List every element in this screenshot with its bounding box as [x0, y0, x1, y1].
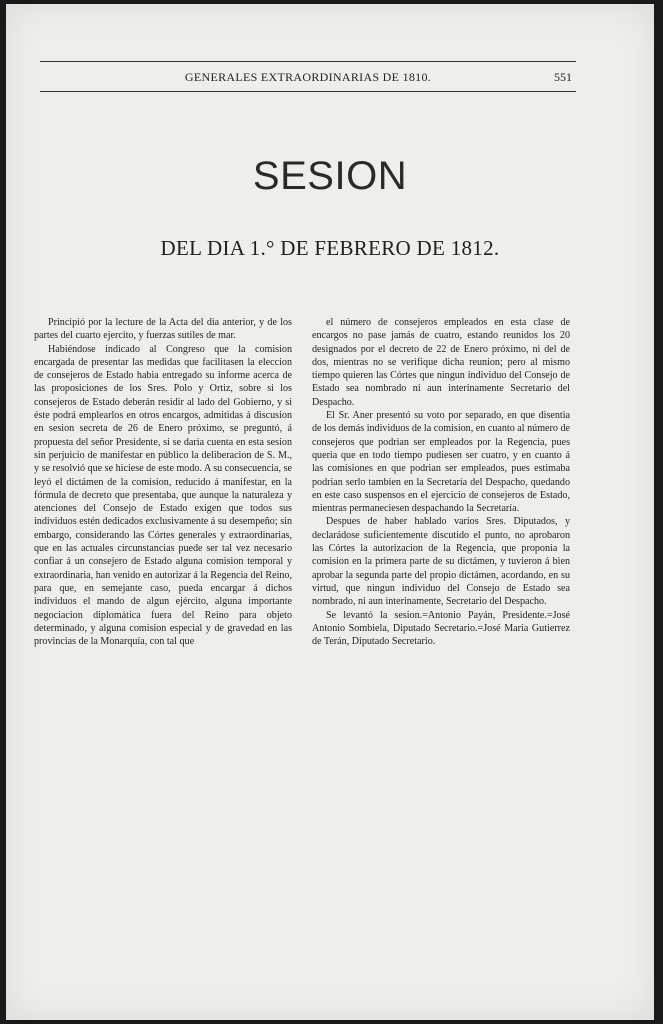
paragraph: Principió por la lecture de la Acta del dia anterior, y de los partes del cuarto ejercito, y fuerzas sutiles de mar.: [34, 317, 292, 342]
document-page: [6, 4, 654, 1020]
left-text-column: [34, 316, 292, 648]
running-header: GENERALES EXTRAORDINARIAS DE 1810.: [184, 70, 432, 84]
paragraph: Habiéndose indicado al Congreso que la comision encargada de presentar las medidas que facilitasen la eleccion de consejeros de Estado habia entregado su informe acerca de las proposiciones de los Sres. Polo y Ortiz, sobre si los consejeros de Estado deberán residir al lado del Gobierno, y si éste podrá emplearlos en otros encargos, admitidas á discusion en sesion secreta de 26 de Enero próximo, se preguntó, á propuesta del señor Presidente, si se daria cuenta en esta sesion sin perjuicio de manifestar en público la deliberacion de S. M., y se resolvió que se hiciese de este modo. A su consecuencia, se leyó el dictámen de la comision, reducido á manifestar, en la fórmula de decreto que presentaba, que aunque la naturaleza y atenciones del Consejo de Estado exigen que todos sus individuos estén dedicados exclusivamente á su desempeño; sin embargo, considerando las Córtes generales y extraordinarias, que en las actuales circunstancias puede ser tal vez necesario confiar á un consejero de Estado alguna comision temporal y extraordinaria, han venido en autorizar á la Regencia del Reino, para que, en semejante caso, pueda encargar á dichos individuos el mando de algun ejército, alguna importante negociacion diplomática fuera del Reino para objeto determinado, y alguna comision especial y de gravedad en las provincias de la Monarquía, con tal que: [34, 343, 292, 648]
header-top-rule: [40, 61, 576, 62]
paragraph: El Sr. Aner presentó su voto por separado, en que disentia de los demás individuos de la comision, en cuanto al número de consejeros que podrian ser empleados por la Regencia, pues queria que en todo tiempo pudiesen ser cuatro, y en cuanto á las comisiones en que podrian ser empleados, pues estimaba podrian serlo tambien en la Secretaría del Despacho, quedando en este caso suspensos en el ejercicio de consejeros de Estado, mientras permaneciesen despachando la Secretaría.: [312, 410, 570, 515]
page-number: 551: [554, 70, 572, 84]
header-bottom-rule: [40, 91, 576, 92]
session-date-heading: DEL DIA 1.° DE FEBRERO DE 1812.: [160, 236, 500, 260]
paragraph: Despues de haber hablado varios Sres. Diputados, y declarádose suficientemente discutido el punto, no aprobaron las Córtes la autorizacion de la Regencia, que proponia la comision en la primera parte de su dictámen, y tuvieron á bien aprobar la segunda parte del propio dictámen, acordando, en su virtud, que ningun individuo del Consejo de Estado sea nombrado, ni aun interinamente, Secretario del Despacho.: [312, 516, 570, 608]
paragraph: el número de consejeros empleados en esta clase de encargos no pase jamás de cuatro, estando reunidos los 20 designados por el decreto de 22 de Enero próximo, ni del de dos, mientras no se verifique dicha reunion; pero al mismo tiempo quieren las Córtes que ningun individuo del Consejo de Estado sea nombrado ni aun interinamente Secretario del Despacho.: [312, 317, 570, 408]
paragraph: Se levantó la sesion.=Antonio Payán, Presidente.=José Antonio Sombiela, Diputado Secretario.=José María Gutierrez de Terán, Diputado Secretario.: [312, 609, 570, 648]
session-title: SESION: [252, 154, 408, 198]
right-text-column: [312, 316, 570, 648]
